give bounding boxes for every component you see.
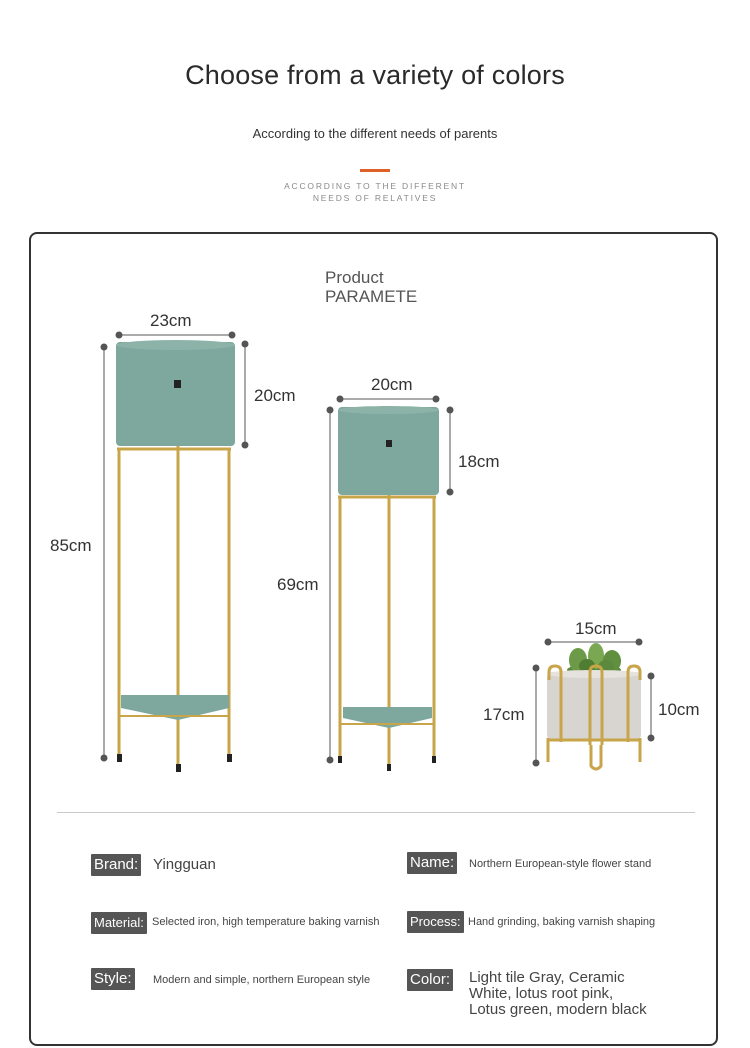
color-value-line-1: Light tile Gray, Ceramic	[469, 969, 625, 986]
small-flower-stand	[547, 643, 641, 769]
small-total-height-label: 17cm	[483, 705, 525, 724]
large-pot-height-label: 20cm	[254, 386, 296, 405]
name-value: Northern European-style flower stand	[469, 858, 652, 870]
section-divider	[57, 812, 695, 813]
brand-label: Brand:	[91, 854, 141, 876]
color-label: Color:	[407, 969, 453, 991]
color-value-line-3: Lotus green, modern black	[469, 1001, 647, 1018]
style-label: Style:	[91, 968, 135, 990]
medium-flower-stand	[338, 406, 439, 771]
caption-line-1: ACCORDING TO THE DIFFERENT	[284, 181, 466, 191]
medium-width-label: 20cm	[371, 375, 413, 394]
material-value: Selected iron, high temperature baking varnish	[152, 916, 380, 928]
large-total-height-label: 85cm	[50, 536, 92, 555]
material-label: Material:	[91, 912, 147, 934]
brand-value: Yingguan	[153, 856, 216, 873]
large-flower-stand	[116, 340, 235, 772]
medium-pot-height-label: 18cm	[458, 452, 500, 471]
small-pot-height-label: 10cm	[658, 700, 700, 719]
page-subtitle: According to the different needs of parents	[252, 126, 498, 141]
small-width-label: 15cm	[575, 619, 617, 638]
large-width-label: 23cm	[150, 311, 192, 330]
name-label: Name:	[407, 852, 457, 874]
parameters-title-line-2: PARAMETE	[325, 287, 418, 306]
process-value: Hand grinding, baking varnish shaping	[468, 916, 656, 928]
color-value	[469, 970, 647, 1018]
caption-line-2: NEEDS OF RELATIVES	[312, 193, 438, 203]
style-value: Modern and simple, northern European style	[153, 974, 371, 986]
process-label: Process:	[407, 911, 464, 933]
medium-total-height-label: 69cm	[277, 575, 319, 594]
parameters-title-line-1: Product	[325, 268, 384, 287]
color-value-line-2: White, lotus root pink,	[469, 985, 614, 1002]
page-title: Choose from a variety of colors	[185, 60, 565, 90]
